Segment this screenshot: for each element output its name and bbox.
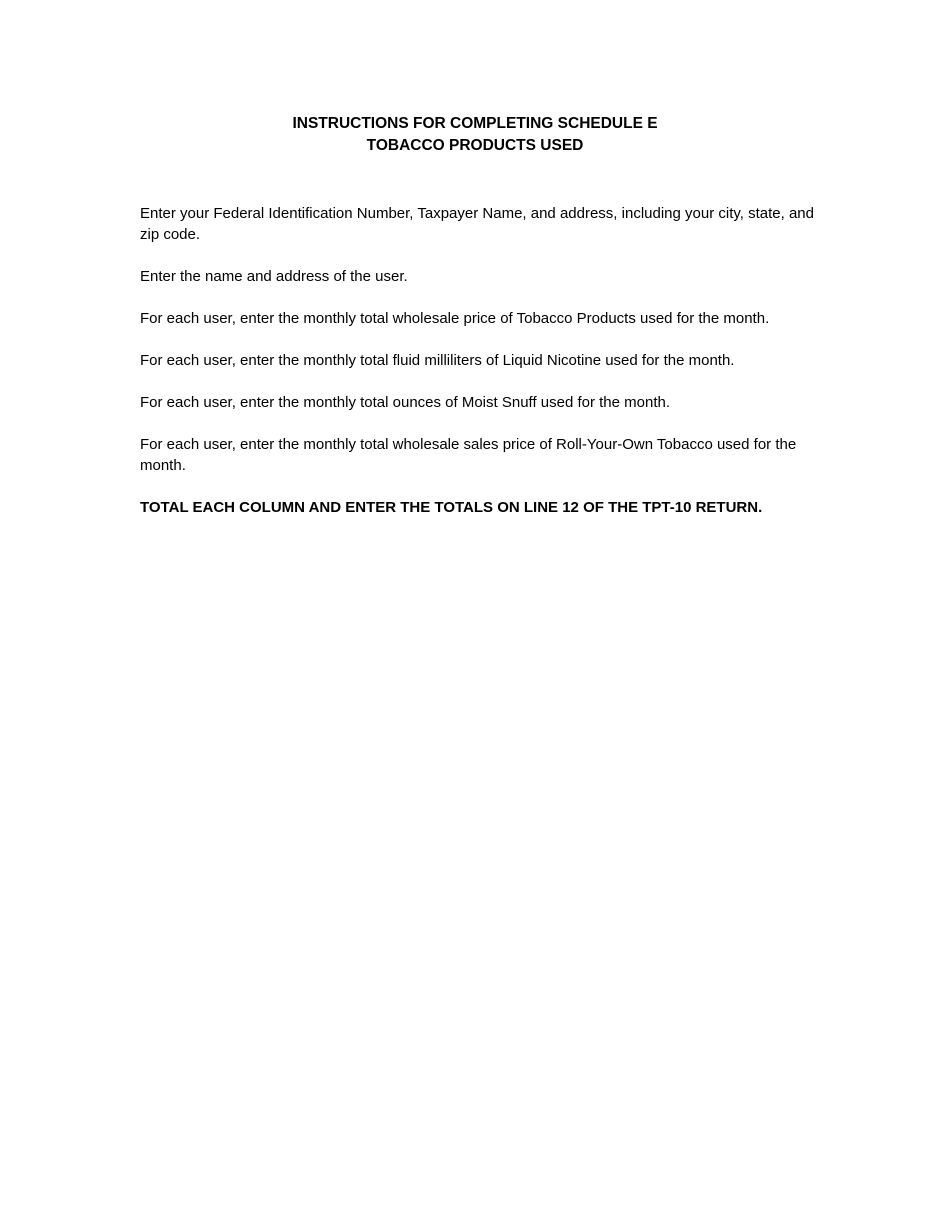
instructions-body (140, 203, 820, 539)
title-line-1: INSTRUCTIONS FOR COMPLETING SCHEDULE E (292, 115, 658, 132)
instruction-paragraph: For each user, enter the monthly total ounces of Moist Snuff used for the month. (140, 394, 671, 411)
instruction-paragraph: For each user, enter the monthly total wholesale sales price of Roll-Your-Own Tobacco used for the month. (140, 436, 797, 474)
title-line-2: TOBACCO PRODUCTS USED (366, 137, 584, 154)
instruction-paragraph: For each user, enter the monthly total wholesale price of Tobacco Products used for the month. (140, 310, 770, 327)
instruction-paragraph: Enter your Federal Identification Number, Taxpayer Name, and address, including your city, state, and zip code. (140, 205, 814, 243)
instruction-paragraph: Enter the name and address of the user. (140, 268, 408, 285)
document-title (0, 113, 950, 157)
instruction-paragraph: For each user, enter the monthly total fluid milliliters of Liquid Nicotine used for the month. (140, 352, 735, 369)
closing-instruction: TOTAL EACH COLUMN AND ENTER THE TOTALS ON LINE 12 OF THE TPT-10 RETURN. (140, 499, 763, 516)
